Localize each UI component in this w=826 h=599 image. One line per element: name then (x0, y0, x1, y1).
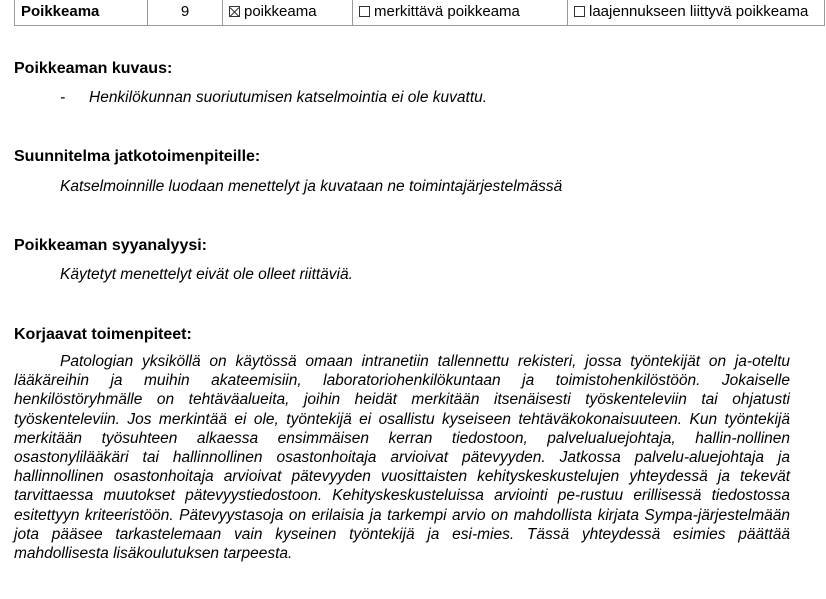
bullet-dash: - (60, 89, 66, 106)
empty-box-icon (359, 6, 370, 17)
option-extension-deviation (568, 0, 825, 26)
option-label: poikkeama (244, 2, 317, 20)
deviation-number: 9 (148, 0, 223, 26)
deviation-header-table (14, 0, 825, 26)
section-heading: Poikkeaman kuvaus: (14, 60, 173, 77)
plan-section (14, 148, 816, 166)
option-significant-deviation (353, 0, 568, 26)
description-section (14, 60, 816, 78)
section-text: Käytetyt menettelyt eivät ole olleet riittäviä. (60, 266, 353, 283)
deviation-header-row (15, 0, 825, 26)
checked-box-icon (229, 6, 240, 17)
option-label: merkittävä poikkeama (374, 2, 520, 20)
option-deviation (223, 0, 353, 26)
section-heading: Korjaavat toimenpiteet: (14, 326, 192, 343)
cause-section (14, 237, 816, 255)
section-text: Katselmoinnille luodaan menettelyt ja kuvataan ne toimintajärjestelmässä (60, 178, 563, 195)
empty-box-icon (574, 6, 585, 17)
section-text: Henkilökunnan suoriutumisen katselmointia ei ole kuvattu. (89, 89, 488, 106)
option-label: laajennukseen liittyvä poikkeama (589, 2, 809, 20)
corrective-section (14, 326, 816, 344)
corrective-text: Patologian yksiköllä on käytössä omaan intranetiin tallennettu rekisteri, jossa työntekijät on ja-oteltu lääkäreihin ja muihin akateemisiin, laboratoriohenkilökuntaan ja toimistohenkilöstöön. Jokaiselle henkilöstöryhmälle on tehtäväalueita, joihin heidät merkitään itsenäisesti työskenteleviin tai ohjatusti työskenteleviin. Jos merkintää ei ole, työntekijä ei osallistu kyseiseen tehtäväkokonaisuuteen. Kun työntekijä merkitään työsuhteen alkaessa ensimmäisen kerran tiedostoon, palvelualuejohtaja, hallin-nollinen osastonylilääkäri tai hallinnollinen osastonhoitaja arvioivat pätevyyden. Jatkossa palvelu-aluejohtaja ja hallinnollinen osastonhoitaja arvioivat pätevyyden vuosittaisten kehityskeskustelujen yhteydessä ja tekevät tarvittaessa muutokset pätevyystiedostoon. Kehityskeskusteluissa arviointi pe-rustuu erillisessä tiedostossa esitettyyn kriteeristöön. Pätevyystasoja on erilaisia ja tarkempi arvio on mahdollista kirjata Sympa-järjestelmään jota pääsee tarkastelemaan vain kyseinen työntekijä ja esi-mies. Tässä yhteydessä esimies päättää mahdollisesta lisäkoulutuksen tarpeesta. (14, 353, 790, 563)
section-heading: Poikkeaman syyanalyysi: (14, 237, 208, 254)
section-heading: Suunnitelma jatkotoimenpiteille: (14, 148, 261, 165)
deviation-label: Poikkeama (15, 0, 148, 26)
